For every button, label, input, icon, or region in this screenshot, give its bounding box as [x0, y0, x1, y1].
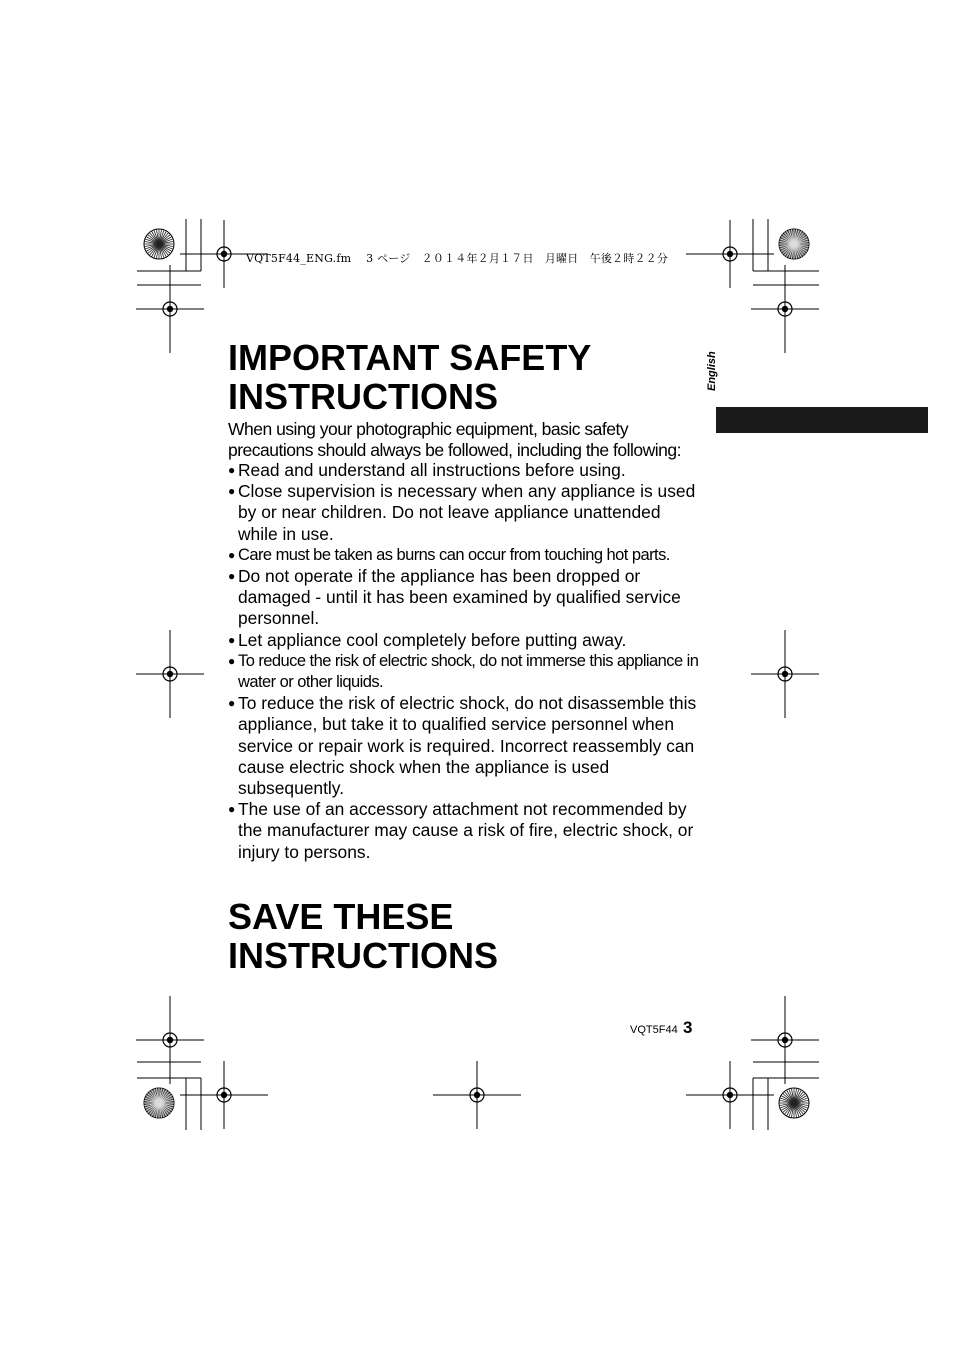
color-target-icon [779, 1088, 809, 1118]
registration-mark-center [474, 1092, 480, 1098]
save-heading [228, 897, 498, 975]
list-item [228, 481, 703, 545]
print-slug: VQT5F44_ENG.fm 3 ページ ２０１４年２月１７日 月曜日 午後２時２２分 [246, 252, 669, 265]
list-item-text: To reduce the risk of electric shock, do not disassemble this appliance, but take it to qualified service personnel when service or repair work is required. Incorrect reassembly can cause electric shock when the appliance is used subsequently. [238, 693, 697, 799]
registration-mark-center [221, 251, 227, 257]
list-item-text: Read and understand all instructions before using. [238, 460, 626, 480]
list-item-text: Care must be taken as burns can occur from touching hot parts. [238, 545, 670, 564]
registration-mark-center [221, 1092, 227, 1098]
safety-heading [228, 338, 591, 416]
color-target-icon [144, 229, 174, 259]
color-target-icon [144, 1088, 174, 1118]
list-item [228, 693, 703, 799]
registration-mark-center [727, 251, 733, 257]
bullet-icon: ● [228, 484, 236, 499]
list-item [228, 630, 703, 651]
list-item-text: Close supervision is necessary when any appliance is used by or near children. Do not leave appliance unattended while in use. [238, 481, 696, 544]
list-item [228, 799, 703, 863]
language-tab-bar [716, 407, 928, 433]
registration-mark-center [727, 1092, 733, 1098]
registration-mark-center [167, 1037, 173, 1043]
bullet-icon: ● [228, 547, 235, 562]
bullet-icon: ● [228, 696, 236, 711]
bullet-icon: ● [228, 802, 236, 817]
save-heading-line1: SAVE THESE [228, 896, 454, 937]
list-item [228, 545, 703, 566]
registration-mark-center [167, 306, 173, 312]
intro-paragraph [228, 419, 708, 461]
bullet-icon: ● [228, 569, 236, 584]
bullet-icon: ● [228, 463, 236, 477]
registration-mark-center [167, 671, 173, 677]
language-tab-label: English [706, 351, 718, 391]
page-number: 3 [683, 1018, 693, 1037]
registration-mark-center [782, 306, 788, 312]
intro-line-1: When using your photographic equipment, basic safety [228, 419, 629, 439]
intro-line-2: precautions should always be followed, including the following: [228, 440, 681, 460]
list-item-text: Let appliance cool completely before putting away. [238, 629, 627, 650]
list-item-text: The use of an accessory attachment not recommended by the manufacturer may cause a risk of fire, electric shock, or injury to persons. [238, 799, 694, 862]
list-item-text: Do not operate if the appliance has been dropped or damaged - until it has been examined by qualified service personnel. [238, 566, 681, 629]
list-item [228, 651, 703, 693]
list-item-text: To reduce the risk of electric shock, do not immerse this appliance in water or other liquids. [238, 651, 699, 692]
model-code: VQT5F44 [630, 1024, 678, 1036]
safety-heading-line2: INSTRUCTIONS [228, 376, 498, 417]
registration-mark-center [782, 1037, 788, 1043]
list-item [228, 460, 703, 481]
bullet-icon: ● [228, 653, 235, 668]
list-item [228, 566, 703, 630]
bullet-icon: ● [228, 632, 236, 647]
safety-heading-line1: IMPORTANT SAFETY [228, 337, 592, 378]
save-heading-line2: INSTRUCTIONS [228, 935, 498, 976]
color-target-icon [779, 229, 809, 259]
safety-list [228, 460, 703, 863]
registration-mark-center [782, 671, 788, 677]
